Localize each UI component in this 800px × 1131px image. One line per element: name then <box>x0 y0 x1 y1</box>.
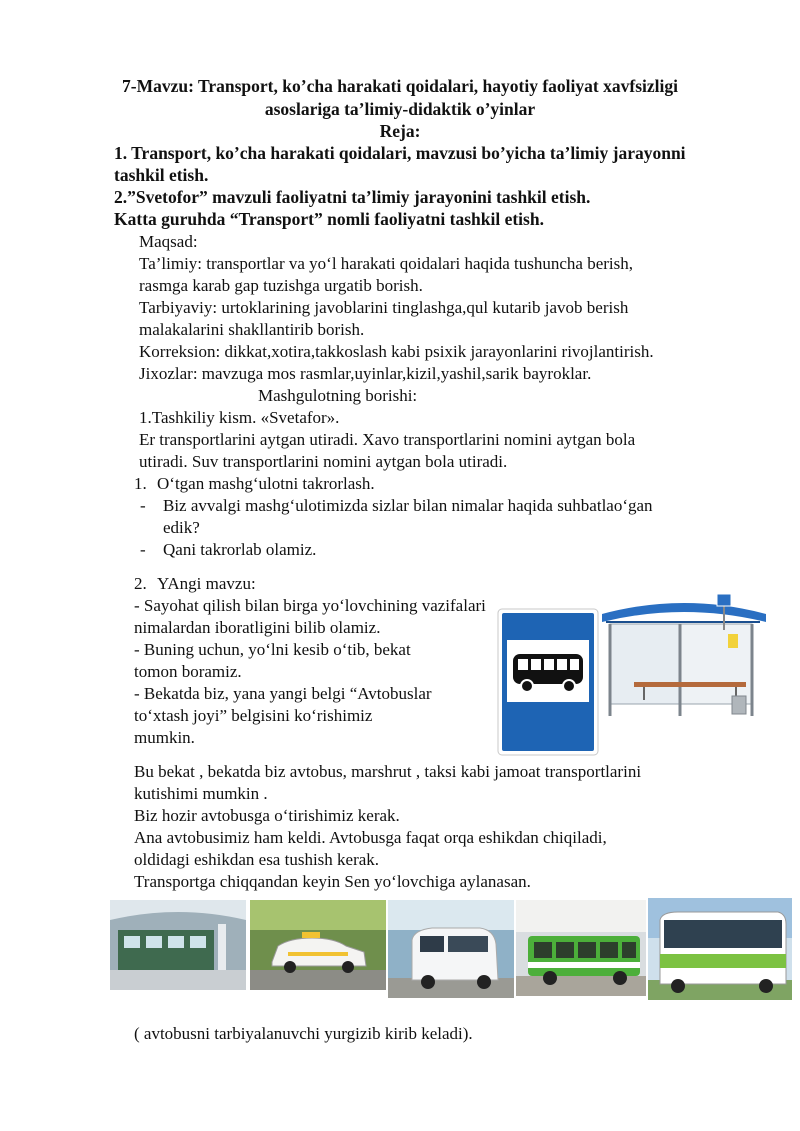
minibus-image <box>388 900 514 998</box>
activity-text: Er transportlarini aytgan utiradi. Xavo transportlarini nomini aytgan bola <box>139 430 636 449</box>
list2-heading: YAngi mavzu: <box>157 574 256 593</box>
green-bus-image <box>516 900 646 996</box>
goal-educational-cont: rasmga karab gap tuzishga urgatib borish. <box>139 276 423 295</box>
goal-educational: Ta’limiy: transportlar va yo‘l harakati qoidalari haqida tushuncha berish, <box>139 254 634 273</box>
reja-heading: Reja: <box>379 121 421 141</box>
lesson-progress-heading: Mashgulotning borishi: <box>258 386 418 405</box>
dash-bullet: - <box>140 540 146 559</box>
paragraph-line-1: Bu bekat , bekatda biz avtobus, marshrut , taksi kabi jamoat transportlarini <box>134 762 642 781</box>
list2-number: 2. <box>134 574 147 593</box>
doc-title-line1: 7-Mavzu: Transport, ko’cha harakati qoidalari, hayotiy faoliyat xavfsizligi <box>122 76 678 96</box>
list1-item-1: Biz avvalgi mashg‘ulotimizda sizlar bilan nimalar haqida suhbatlao‘gan <box>163 496 653 515</box>
list1-heading: O‘tgan mashg‘ulotni takrorlash. <box>157 474 375 493</box>
bus-stop-sign-image <box>497 608 599 756</box>
new-topic-line-6: to‘xtash joyi” belgisini ko‘rishimiz <box>134 706 373 725</box>
metro-train-image <box>110 900 246 990</box>
bus-shelter-image <box>600 590 768 732</box>
goal-correction: Korreksion: dikkat,xotira,takkoslash kabi psixik jarayonlarini rivojlantirish. <box>139 342 654 361</box>
paragraph-line-4: Ana avtobusimiz ham keldi. Avtobusga faqat orqa eshikdan chiqiladi, <box>134 828 607 847</box>
closing-note: ( avtobusni tarbiyalanuvchi yurgizib kirib keladi). <box>134 1024 473 1043</box>
new-topic-line-5: - Bekatda biz, yana yangi belgi “Avtobuslar <box>134 684 432 703</box>
plan-item-3: Katta guruhda “Transport” nomli faoliyatni tashkil etish. <box>114 209 544 229</box>
new-topic-line-4: tomon boramiz. <box>134 662 242 681</box>
paragraph-line-6: Transportga chiqqandan keyin Sen yo‘lovchiga aylanasan. <box>134 872 531 891</box>
paragraph-line-5: oldidagi eshikdan esa tushish kerak. <box>134 850 380 869</box>
list1-item-1-cont: edik? <box>163 518 200 537</box>
new-topic-line-7: mumkin. <box>134 728 195 747</box>
goal-upbringing: Tarbiyaviy: urtoklarining javoblarini tinglashga,qul kutarib javob berish <box>139 298 629 317</box>
dash-bullet: - <box>140 496 146 515</box>
paragraph-line-2: kutishimi mumkin . <box>134 784 268 803</box>
taxi-image <box>250 900 386 990</box>
list1-number: 1. <box>134 474 147 493</box>
goal-label: Maqsad: <box>139 232 198 251</box>
plan-item-1-cont: tashkil etish. <box>114 165 209 185</box>
paragraph-line-3: Biz hozir avtobusga o‘tirishimiz kerak. <box>134 806 400 825</box>
goal-upbringing-cont: malakalarini shakllantirib borish. <box>139 320 365 339</box>
doc-title-line2: asoslariga ta’limiy-didaktik o’yinlar <box>264 99 536 119</box>
new-topic-line-3: - Buning uchun, yo‘lni kesib o‘tib, bekat <box>134 640 411 659</box>
new-topic-line-2: nimalardan iboratligini bilib olamiz. <box>134 618 381 637</box>
plan-item-2: 2.”Svetofor” mavzuli faoliyatni ta’limiy jarayonini tashkil etish. <box>114 187 591 207</box>
organizational-part: 1.Tashkiliy kism. «Svetafor». <box>139 408 340 427</box>
plan-item-1: 1. Transport, ko’cha harakati qoidalari, mavzusi bo’yicha ta’limiy jarayonni <box>114 143 686 163</box>
city-bus-image <box>648 898 792 1000</box>
new-topic-line-1: - Sayohat qilish bilan birga yo‘lovchining vazifalari <box>134 596 486 615</box>
activity-text-cont: utiradi. Suv transportlarini nomini aytgan bola utiradi. <box>139 452 508 471</box>
equipment: Jixozlar: mavzuga mos rasmlar,uyinlar,kizil,yashil,sarik bayroklar. <box>139 364 592 383</box>
list1-item-2: Qani takrorlab olamiz. <box>163 540 317 559</box>
